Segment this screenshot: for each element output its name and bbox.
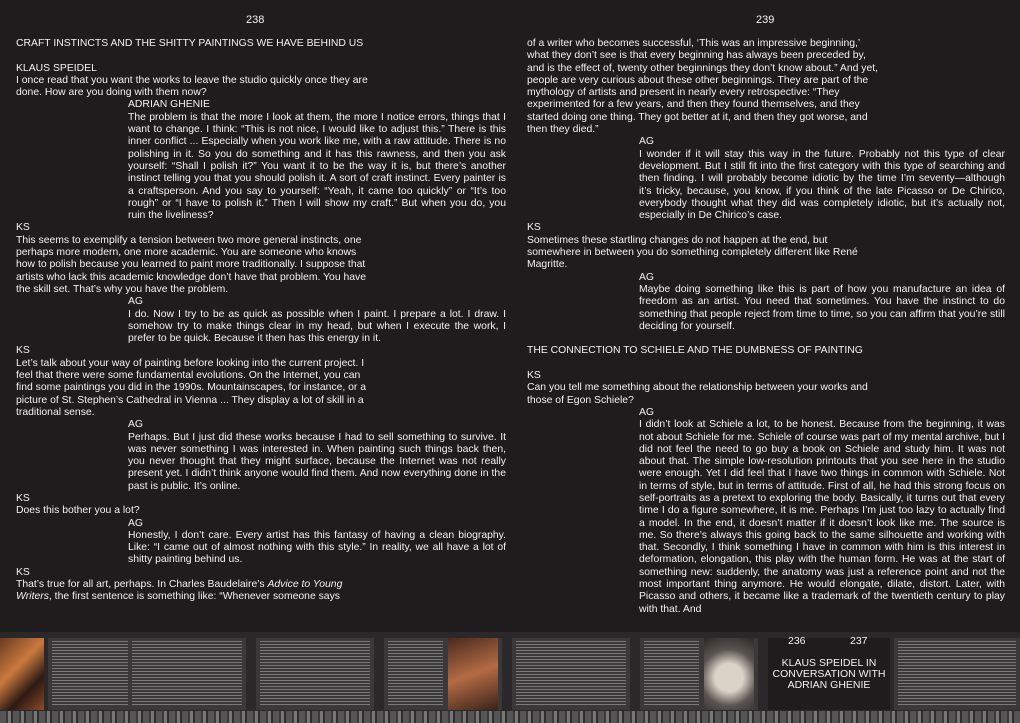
continued-question-text: of a writer who becomes successful, ‘This was an impressive beginning,’ what they don’t see is that every beginning has always been preceded by, and is the effect of, twenty other beginnings they don’t know about.” And yet, people are very curious about these other beginnings. They are part of the mythology of artists and present in nearly every retrospective: “They experimented for a few years, and then they found themselves, and they started doing one thing. They got better at it, and then they got worse, and then they died.” (527, 38, 879, 136)
question-text (16, 579, 368, 604)
speaker-name: AG (128, 517, 144, 529)
answer-text: Honestly, I don’t care. Every artist has this fantasy of having a clean biography. Like: “I came out of almost nothing with this style.” In reality, we all have a lot of shitty painting behind us. (128, 529, 506, 566)
thumbnail-right-number: 237 (850, 635, 868, 647)
answer-text: I didn’t look at Schiele a lot, to be honest. Because from the beginning, it was not about Schiele for me. Schiele of course was part of my mental archive, but I did not feel the need to go buy a book on Schiele and study him. It was not about that. The simple low-resolution printouts that you see here in the studio were enough. Yet I did feel that I have two things in common with Schiele. Not in terms of style, but in terms of attitude. First of all, he had this strong focus on self-portraits as a pretext to exploring the body. Basically, it turns out that every time I do a figure somewhere, it is me. Perhaps I’m just too lazy to actually find a model. In the end, it doesn’t matter if it doesn’t look like me. The source is me. So there’s always this going back to the same silhouette and working with that. Secondly, I think something I have in common with him is this interest in deformation, elongation, this play with the human form. He was at the start of something new: suddenly, the anatomy was just a reference point and not the most important thing anymore. He would elongate, dilate, distort. Later, with Picasso and others, it became like a trademark of the twentieth century to play with that. And (639, 419, 1005, 615)
page-thumbnail[interactable] (0, 638, 44, 710)
question-text: I once read that you want the works to leave the studio quickly once they are done. How are you doing with them now? (16, 74, 368, 99)
answer-text: I wonder if it will stay this way in the future. Probably not this type of clear development. But I still fit into the first category with this type of searching and then finding. I will probably become idiotic by the time I’m seventy—although it’s tricky, because, you know, if you think of the late Picasso or De Chirico, everybody thought what they did was completely idiotic, but it’s actually not, especially in De Chirico’s case. (639, 148, 1005, 222)
question-text: Let’s talk about your way of painting before looking into the current project. I feel that there were some fundamental evolutions. On the Internet, you can find some paintings you did in the 1990s. Mountainscapes, for instance, or a picture of St. Stephen’s Cathedral in Vienna ... They display a lot of skill in a traditional sense. (16, 357, 367, 418)
question-text-after: , the first sentence is something like: “Whenever someone says (48, 591, 340, 603)
answer-text: Perhaps. But I just did these works because I had to sell something to survive. It was never something I was interested in. When painting such things back then, you never thought that they might surface, because the Internet was not really present yet. I didn’t think anyone would find them. And now everything done in the past is public. It’s online. (128, 431, 506, 492)
page-thumbnail[interactable] (512, 638, 630, 710)
section-heading: THE CONNECTION TO SCHIELE AND THE DUMBNESS OF PAINTING (527, 345, 863, 357)
thumbnail-left-number: 236 (788, 635, 806, 647)
speaker-name: KS (527, 222, 541, 234)
speaker-name: AG (639, 136, 655, 148)
speaker-name: AG (128, 296, 144, 308)
speaker-name: KS (16, 345, 30, 357)
speaker-name: KLAUS SPEIDEL (16, 62, 97, 74)
current-spread-thumbnail[interactable] (768, 635, 890, 710)
question-text: Sometimes these startling changes do not happen at the end, but somewhere in between you do something completely different like René Magritte. (527, 234, 858, 271)
answer-text: I do. Now I try to be as quick as possible when I paint. I prepare a lot. I draw. I somehow try to make things clear in my head, but when I execute the work, I prefer to be quick. Because it then has this energy in it. (128, 308, 506, 345)
question-text: Does this bother you a lot? (16, 505, 140, 517)
page-thumbnail-strip (0, 635, 1020, 710)
answer-text: The problem is that the more I look at them, the more I notice errors, things that I want to change. I think: “This is not nice, I would like to adjust this.” There is this inner conflict ... Especially when you work like me, with a raw attitude. There is no polishing in it. So you do something and it has this rawness, and then you ask yourself: “Shall I polish it?” You want it to be the way it is, but there’s another instinct telling you that you should polish it. A sort of craft instinct. Every painter is a craftsperson. And you say to yourself: “Yeah, it came too quickly” or “It’s too rough” or “I have to polish it.” Then I will show my craft.” But when you do, you ruin the liveliness? (128, 111, 506, 222)
speaker-name: KS (527, 370, 541, 382)
page-thumbnail[interactable] (640, 638, 758, 710)
left-page-number: 238 (246, 14, 265, 26)
left-page-column (16, 38, 506, 604)
answer-text: Maybe doing something like this is part of how you manufacture an idea of freedom as an artist. You need that sometimes. You have the instinct to do something that people reject from time to time, so you can affirm that you’re still deciding for yourself. (639, 283, 1005, 332)
page-thumbnail[interactable] (384, 638, 502, 710)
page-thumbnail[interactable] (894, 638, 1020, 710)
page-thumbnail[interactable] (256, 638, 374, 710)
speaker-name: ADRIAN GHENIE (128, 99, 210, 111)
speaker-name: KS (16, 566, 30, 578)
speaker-name: KS (16, 222, 30, 234)
thumbnail-title: KLAUS SPEIDEL IN CONVERSATION WITH ADRIAN GHENIE (772, 657, 886, 691)
speaker-name: AG (639, 406, 655, 418)
right-page-column (527, 38, 1005, 616)
right-page-number: 239 (756, 14, 775, 26)
speaker-name: KS (16, 492, 30, 504)
question-text-before: That’s true for all art, perhaps. In Charles Baudelaire’s (16, 579, 268, 591)
question-text: This seems to exemplify a tension between two more general instincts, one perhaps more modern, one more academic. You are someone who knows how to polish because you learned to paint more traditionally. I suppose that artists who lack this academic knowledge don’t have that problem. You have the skill set. That’s why you have the problem. (16, 234, 367, 295)
section-heading: CRAFT INSTINCTS AND THE SHITTY PAINTINGS WE HAVE BEHIND US (16, 38, 364, 49)
speaker-name: AG (128, 419, 144, 431)
question-text: Can you tell me something about the relationship between your works and those of Egon Schiele? (527, 382, 868, 406)
speaker-name: AG (639, 271, 655, 283)
book-title: Advice to Young Writers (16, 579, 343, 603)
page-thumbnail[interactable] (128, 638, 246, 710)
page-scrubber[interactable] (0, 711, 1020, 723)
